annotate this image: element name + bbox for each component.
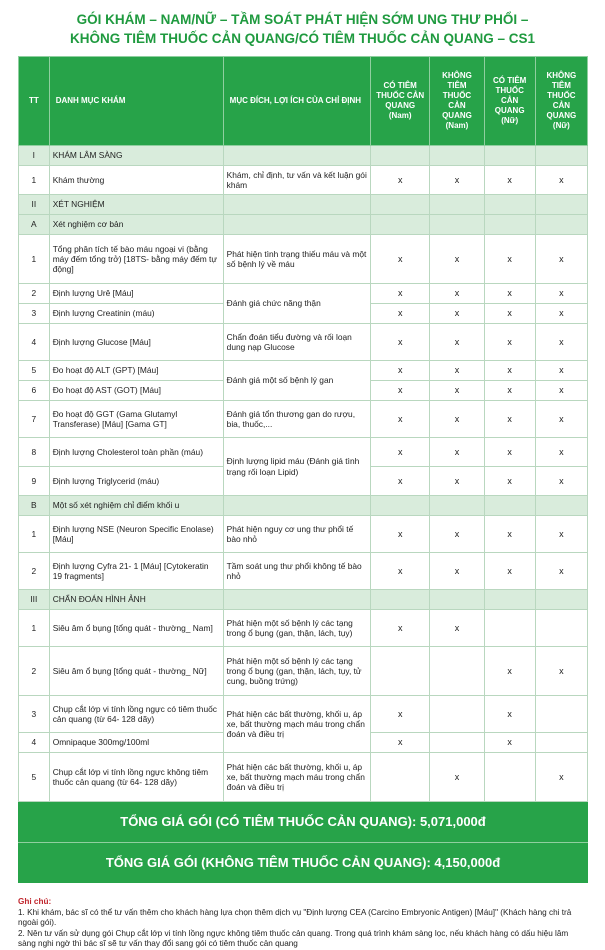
table-row: [19, 516, 588, 553]
row-mark: x: [484, 284, 535, 304]
row-mark: x: [535, 284, 587, 304]
row-mark: x: [371, 467, 430, 496]
row-tt: 1: [19, 166, 50, 195]
row-mark: x: [430, 516, 484, 553]
row-mark: x: [430, 381, 484, 401]
row-mark: x: [535, 166, 587, 195]
table-row: [19, 438, 588, 467]
row-mark: x: [535, 361, 587, 381]
header-name: DANH MỤC KHÁM: [49, 57, 223, 146]
notes-block: [18, 897, 587, 950]
row-mark: x: [484, 381, 535, 401]
table-row: [19, 610, 588, 647]
row-mark: x: [484, 304, 535, 324]
row-tt: 5: [19, 753, 50, 802]
row-purpose: Phát hiện các bất thường, khối u, áp xe, bất thường mạch máu trong chẩn đoán và điều trị: [223, 696, 370, 753]
row-mark: x: [430, 304, 484, 324]
row-name: Định lượng Cyfra 21- 1 [Máu] [Cytokeratin 19 fragments]: [49, 553, 223, 590]
table-row: [19, 553, 588, 590]
row-mark: x: [535, 438, 587, 467]
row-tt: 1: [19, 235, 50, 284]
row-name: Định lượng Urê [Máu]: [49, 284, 223, 304]
row-purpose: Phát hiện một số bệnh lý các tạng trong ổ bụng (gan, thận, lách, tụy, tử cung, buồng trứng): [223, 647, 370, 696]
row-mark: x: [430, 610, 484, 647]
row-purpose: Phát hiện nguy cơ ung thư phổi tế bào nhỏ: [223, 516, 370, 553]
row-mark: x: [535, 553, 587, 590]
row-mark: x: [535, 324, 587, 361]
row-mark: [430, 647, 484, 696]
row-mark: [484, 610, 535, 647]
row-mark: [430, 696, 484, 733]
table-row: [19, 324, 588, 361]
table-header-row: [19, 57, 588, 146]
row-name: Siêu âm ổ bụng [tổng quát - thường_ Nữ]: [49, 647, 223, 696]
table-row: [19, 753, 588, 802]
row-tt: 1: [19, 610, 50, 647]
note-1: 1. Khi khám, bác sĩ có thể tư vấn thêm cho khách hàng lựa chọn thêm dịch vụ "Định lượng CEA (Carcino Embryonic Antigen) [Máu]" (Khách hàng chi trả ngoài gói).: [18, 907, 572, 927]
row-mark: x: [484, 361, 535, 381]
row-mark: x: [371, 516, 430, 553]
row-name: Chụp cắt lớp vi tính lồng ngực có tiêm thuốc cản quang (từ 64- 128 dãy): [49, 696, 223, 733]
row-mark: x: [535, 516, 587, 553]
row-name: Định lượng Glucose [Máu]: [49, 324, 223, 361]
row-name: Định lượng NSE (Neuron Specific Enolase) [Máu]: [49, 516, 223, 553]
row-mark: x: [484, 516, 535, 553]
row-mark: x: [371, 324, 430, 361]
row-purpose: Đánh giá một số bệnh lý gan: [223, 361, 370, 401]
row-tt: 2: [19, 553, 50, 590]
row-name: Tổng phân tích tế bào máu ngoại vi (bằng máy đếm tổng trở) [18TS- bằng máy đếm tự động]: [49, 235, 223, 284]
note-2: 2. Nên tư vấn sử dụng gói Chụp cắt lớp vi tính lồng ngực không tiêm thuốc cản quang. Trong quá trình khám sàng lọc, nếu khách hàng có dấu hiệu lâm sàng nghi ngờ thì bác sĩ sẽ tư vấn thay đổi sang gói có tiêm thuốc cản quang: [18, 928, 569, 948]
row-mark: x: [430, 324, 484, 361]
section-name: Xét nghiệm cơ bản: [49, 215, 223, 235]
header-purpose: MỤC ĐÍCH, LỢI ÍCH CỦA CHỈ ĐỊNH: [223, 57, 370, 146]
row-mark: x: [430, 467, 484, 496]
row-tt: 2: [19, 647, 50, 696]
row-mark: x: [430, 753, 484, 802]
row-name: Khám thường: [49, 166, 223, 195]
section-tt: I: [19, 146, 50, 166]
row-mark: [535, 610, 587, 647]
row-tt: 7: [19, 401, 50, 438]
section-row: [19, 215, 588, 235]
table-row: [19, 166, 588, 195]
section-name: Một số xét nghiệm chỉ điểm khối u: [49, 496, 223, 516]
row-tt: 2: [19, 284, 50, 304]
row-mark: [484, 753, 535, 802]
row-name: Định lượng Cholesterol toàn phần (máu): [49, 438, 223, 467]
row-mark: x: [484, 438, 535, 467]
section-name: KHÁM LÂM SÀNG: [49, 146, 223, 166]
row-mark: x: [484, 166, 535, 195]
row-name: Đo hoạt độ GGT (Gama Glutamyl Transferase) [Máu] [Gama GT]: [49, 401, 223, 438]
row-mark: x: [430, 361, 484, 381]
row-mark: x: [371, 235, 430, 284]
row-mark: x: [371, 381, 430, 401]
row-mark: x: [535, 647, 587, 696]
title-line-2: KHÔNG TIÊM THUỐC CẢN QUANG/CÓ TIÊM THUỐC CẢN QUANG – CS1: [69, 31, 535, 46]
row-mark: x: [484, 401, 535, 438]
notes-heading: Ghi chú:: [18, 897, 52, 906]
row-mark: [535, 696, 587, 733]
table-row: [19, 401, 588, 438]
section-row: [19, 590, 588, 610]
row-tt: 8: [19, 438, 50, 467]
section-row: [19, 496, 588, 516]
row-mark: x: [484, 647, 535, 696]
page-title: [0, 0, 605, 48]
row-purpose: Đánh giá chức năng thận: [223, 284, 370, 324]
row-mark: x: [484, 467, 535, 496]
total-price-without-contrast: TỔNG GIÁ GÓI (KHÔNG TIÊM THUỐC CẢN QUANG): 4,150,000đ: [18, 842, 588, 883]
row-mark: [371, 753, 430, 802]
row-purpose: Tầm soát ung thư phổi không tế bào nhỏ: [223, 553, 370, 590]
row-tt: 3: [19, 304, 50, 324]
row-mark: x: [430, 235, 484, 284]
row-mark: x: [484, 696, 535, 733]
row-tt: 4: [19, 733, 50, 753]
section-tt: II: [19, 195, 50, 215]
section-row: [19, 146, 588, 166]
row-mark: x: [535, 381, 587, 401]
row-name: Chụp cắt lớp vi tính lồng ngực không tiêm thuốc cản quang (từ 64- 128 dãy): [49, 753, 223, 802]
row-mark: x: [484, 733, 535, 753]
row-purpose: Phát hiện một số bệnh lý các tạng trong ổ bụng (gan, thận, lách, tụy): [223, 610, 370, 647]
header-col-contrast-female: CÓ TIÊM THUỐC CẢN QUANG (Nữ): [484, 57, 535, 146]
header-col-contrast-male: CÓ TIÊM THUỐC CẢN QUANG (Nam): [371, 57, 430, 146]
table-row: [19, 647, 588, 696]
row-mark: [535, 733, 587, 753]
row-mark: x: [371, 284, 430, 304]
row-tt: 4: [19, 324, 50, 361]
row-tt: 1: [19, 516, 50, 553]
section-row: [19, 195, 588, 215]
row-purpose: Khám, chỉ định, tư vấn và kết luận gói khám: [223, 166, 370, 195]
header-tt: TT: [19, 57, 50, 146]
table-row: [19, 696, 588, 733]
row-name: Đo hoạt độ AST (GOT) [Máu]: [49, 381, 223, 401]
row-mark: x: [371, 553, 430, 590]
row-mark: x: [371, 610, 430, 647]
row-purpose: Chẩn đoán tiểu đường và rối loạn dung nạp Glucose: [223, 324, 370, 361]
row-mark: x: [371, 361, 430, 381]
row-mark: [430, 733, 484, 753]
row-name: Định lượng Creatinin (máu): [49, 304, 223, 324]
section-name: CHẨN ĐOÁN HÌNH ẢNH: [49, 590, 223, 610]
row-mark: x: [535, 304, 587, 324]
row-mark: x: [430, 284, 484, 304]
package-table: [18, 56, 588, 802]
row-name: Siêu âm ổ bụng [tổng quát - thường_ Nam]: [49, 610, 223, 647]
row-name: Omnipaque 300mg/100ml: [49, 733, 223, 753]
row-mark: x: [484, 324, 535, 361]
row-mark: x: [484, 553, 535, 590]
row-tt: 9: [19, 467, 50, 496]
header-col-nocontrast-female: KHÔNG TIÊM THUỐC CẢN QUANG (Nữ): [535, 57, 587, 146]
row-mark: x: [430, 553, 484, 590]
row-mark: x: [430, 401, 484, 438]
section-tt: III: [19, 590, 50, 610]
row-tt: 3: [19, 696, 50, 733]
section-tt: B: [19, 496, 50, 516]
row-mark: x: [535, 235, 587, 284]
row-name: Định lượng Triglycerid (máu): [49, 467, 223, 496]
section-tt: A: [19, 215, 50, 235]
row-mark: x: [430, 438, 484, 467]
row-purpose: Phát hiện các bất thường, khối u, áp xe, bất thường mạch máu trong chẩn đoán và điều trị: [223, 753, 370, 802]
row-name: Đo hoạt độ ALT (GPT) [Máu]: [49, 361, 223, 381]
row-mark: x: [371, 696, 430, 733]
row-mark: x: [535, 753, 587, 802]
table-row: [19, 361, 588, 381]
section-name: XÉT NGHIỆM: [49, 195, 223, 215]
row-mark: x: [535, 467, 587, 496]
header-col-nocontrast-male: KHÔNG TIÊM THUỐC CẢN QUANG (Nam): [430, 57, 484, 146]
row-mark: x: [371, 438, 430, 467]
row-mark: x: [371, 401, 430, 438]
row-purpose: Đánh giá tổn thương gan do rượu, bia, thuốc,...: [223, 401, 370, 438]
row-mark: x: [371, 166, 430, 195]
title-line-1: GÓI KHÁM – NAM/NỮ – TẦM SOÁT PHÁT HIỆN SỚM UNG THƯ PHỔI –: [76, 12, 529, 27]
table-row: [19, 284, 588, 304]
row-mark: x: [371, 733, 430, 753]
row-mark: [371, 647, 430, 696]
total-price-with-contrast: TỔNG GIÁ GÓI (CÓ TIÊM THUỐC CẢN QUANG): 5,071,000đ: [18, 802, 588, 842]
row-tt: 6: [19, 381, 50, 401]
row-mark: x: [535, 401, 587, 438]
row-mark: x: [371, 304, 430, 324]
row-purpose: Định lượng lipid máu (Đánh giá tình trạng rối loạn Lipid): [223, 438, 370, 496]
row-mark: x: [484, 235, 535, 284]
row-tt: 5: [19, 361, 50, 381]
package-table-wrapper: [18, 56, 588, 883]
table-row: [19, 235, 588, 284]
row-purpose: Phát hiện tình trạng thiếu máu và một số bệnh lý về máu: [223, 235, 370, 284]
row-mark: x: [430, 166, 484, 195]
